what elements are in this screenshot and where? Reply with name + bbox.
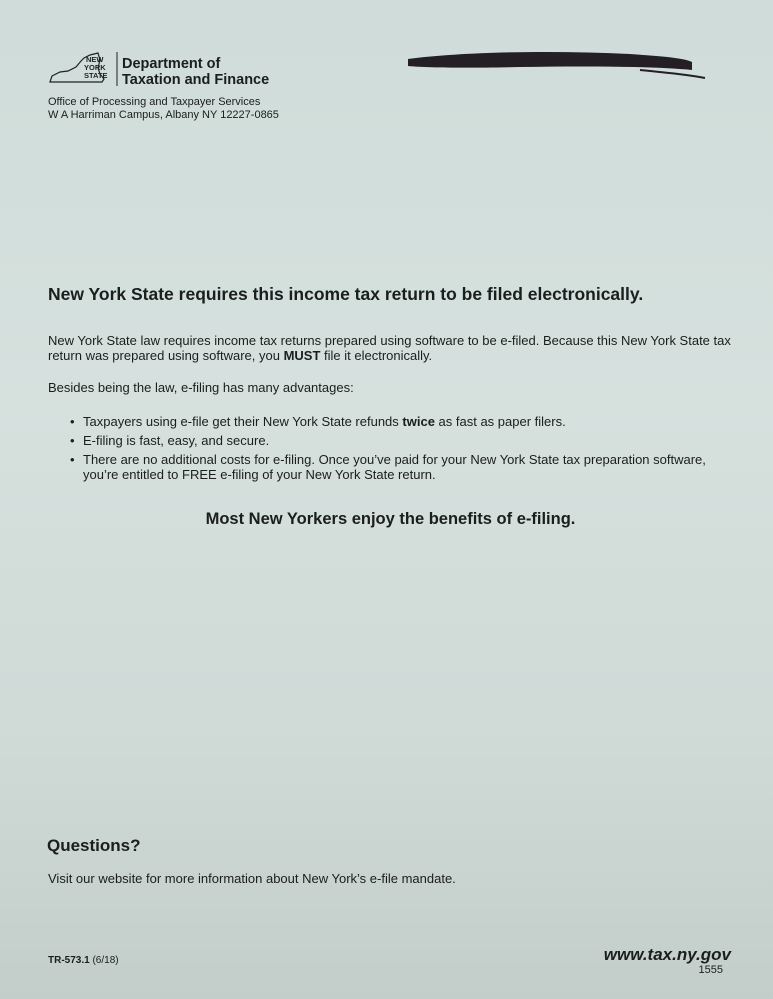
page-headline: New York State requires this income tax return to be filed electronically. — [48, 284, 644, 304]
p1-text-b: file it electronically. — [320, 348, 433, 363]
advantages-list — [70, 414, 725, 486]
redaction-mark — [400, 46, 710, 82]
logo-new: NEW — [86, 55, 104, 64]
bullet-icon: • — [70, 433, 75, 448]
dept-line-1: Department of — [122, 56, 221, 72]
nys-logo — [48, 52, 120, 86]
bullet-icon: • — [70, 414, 75, 429]
website-url: www.tax.ny.gov — [603, 945, 731, 964]
b1-twice: twice — [402, 414, 435, 429]
office-address — [48, 96, 279, 122]
form-id: TR-573.1 — [48, 955, 90, 966]
logo-state: STATE — [84, 71, 108, 80]
b1-text-b: as fast as paper filers. — [434, 414, 566, 429]
p1-must: MUST — [283, 348, 321, 363]
advantages-intro: Besides being the law, e-filing has many advantages: — [48, 380, 354, 395]
law-paragraph — [48, 333, 733, 363]
questions-heading: Questions? — [47, 836, 141, 855]
form-number — [48, 955, 119, 966]
questions-text: Visit our website for more information about New York’s e-file mandate. — [48, 871, 456, 886]
bullet-icon: • — [70, 452, 75, 467]
benefits-emphasis: Most New Yorkers enjoy the benefits of e-filing. — [205, 510, 576, 528]
logo-york: YORK — [84, 63, 106, 72]
department-name — [122, 56, 269, 88]
list-item — [70, 452, 725, 482]
b3-text: There are no additional costs for e-filing. Once you’ve paid for your New York State tax preparation software, you’re entitled to FREE e-filing of your New York State return. — [83, 452, 706, 482]
office-line-1: Office of Processing and Taxpayer Services — [48, 96, 261, 108]
form-date: (6/18) — [92, 955, 119, 966]
b1-text-a: Taxpayers using e-file get their New York State refunds — [83, 414, 403, 429]
office-line-2: W A Harriman Campus, Albany NY 12227-0865 — [48, 109, 279, 121]
page-code: 1555 — [698, 964, 723, 976]
p1-text-a: New York State law requires income tax returns prepared using software to be e-filed. Because this New York State tax return was prepared using software, you — [48, 333, 731, 363]
b2-text: E-filing is fast, easy, and secure. — [83, 433, 270, 448]
list-item — [70, 414, 725, 429]
dept-line-2: Taxation and Finance — [122, 72, 270, 88]
list-item — [70, 433, 725, 448]
